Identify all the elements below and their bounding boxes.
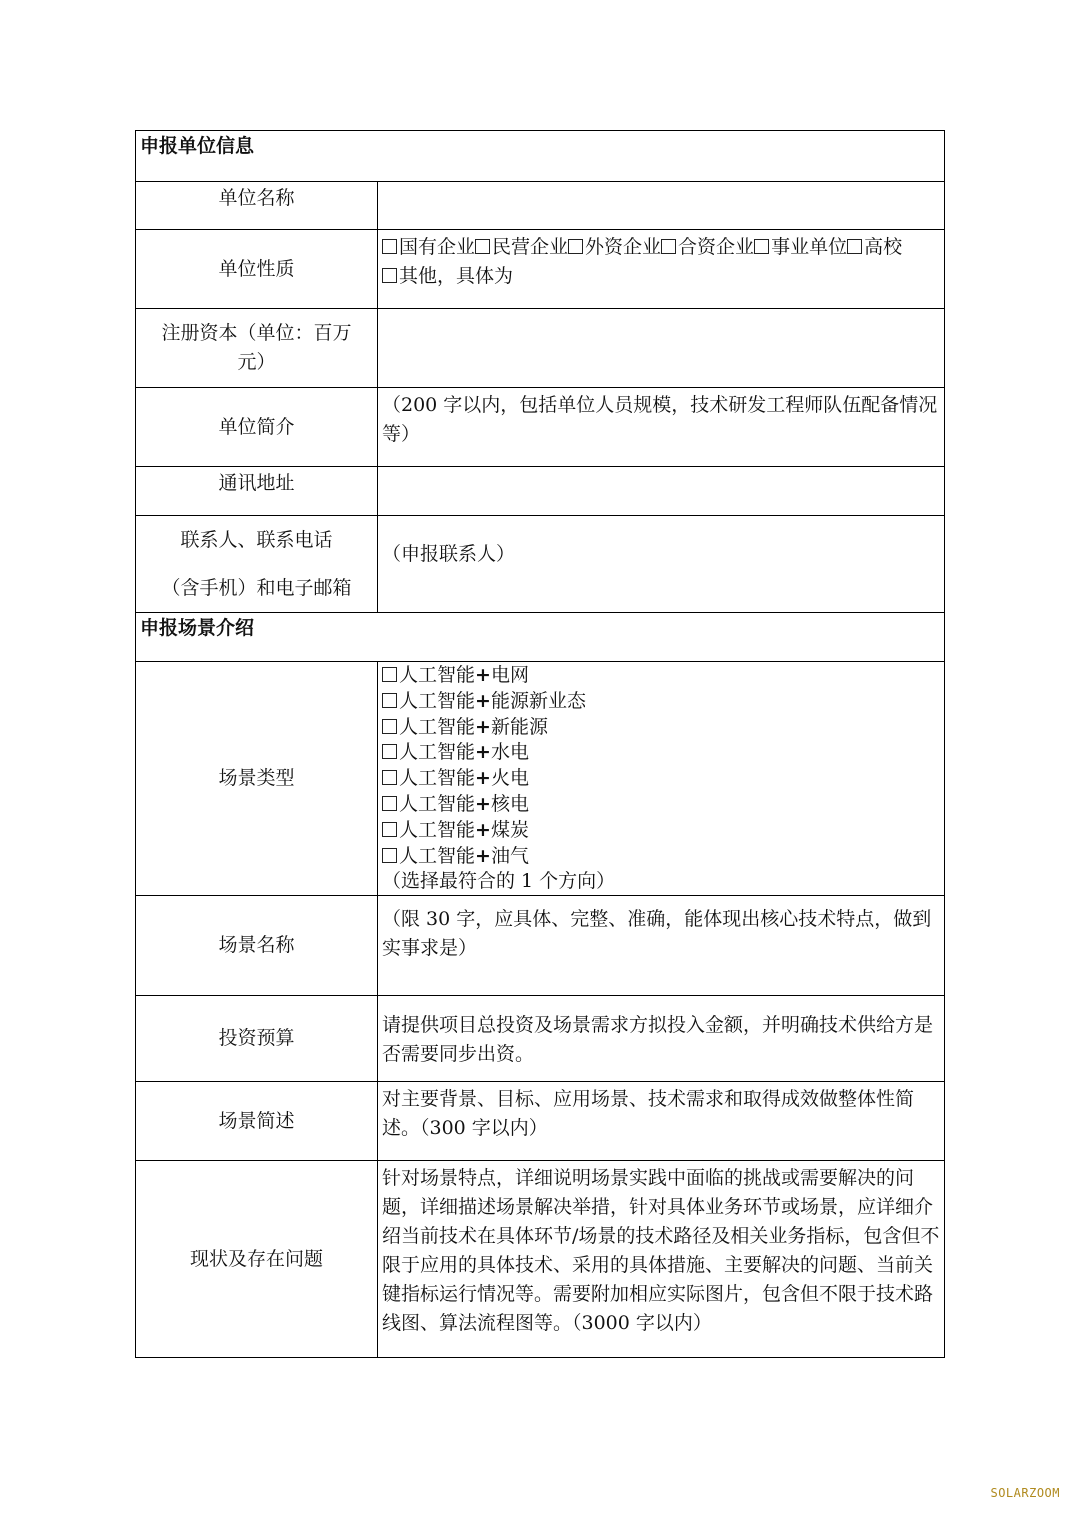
plus-sign: + [475,818,491,841]
unit-intro-field[interactable]: （200 字以内，包括单位人员规模，技术研发工程师队伍配备情况等） [382,394,938,445]
scene-name-field[interactable]: （限 30 字，应具体、完整、准确，能体现出核心技术特点，做到实事求是） [382,908,932,959]
contact-hint: （申报联系人） [382,542,516,565]
contact-label-line1: 联系人、联系电话 [180,529,333,551]
option-label: 火电 [490,767,529,790]
plus-sign: + [475,792,491,815]
plus-sign: + [475,664,491,686]
checkbox-icon[interactable] [382,268,397,283]
field-label: 单位性质 [136,230,378,308]
row-scene-type [136,661,944,895]
field-label: 现状及存在问题 [136,1161,378,1357]
option-label: 外资企业 [585,236,662,258]
field-label: 投资预算 [136,996,378,1081]
scene-type-option[interactable] [382,792,940,818]
nature-option[interactable] [847,236,902,258]
option-prefix: 人工智能 [399,844,476,867]
section-header-unit-info [136,131,944,181]
option-prefix: 人工智能 [399,818,476,841]
unit-nature-options [378,230,944,308]
checkbox-icon[interactable] [382,848,397,863]
scene-type-option[interactable] [382,766,940,792]
checkbox-icon[interactable] [475,239,490,254]
address-field[interactable] [378,467,944,515]
scene-type-option[interactable] [382,689,940,715]
plus-sign: + [475,844,491,867]
option-prefix: 人工智能 [399,664,476,686]
scene-type-options [378,662,944,895]
checkbox-icon[interactable] [847,239,862,254]
section-header-scene-intro [136,612,944,661]
option-prefix: 人工智能 [399,715,476,738]
row-status-problems [136,1160,944,1357]
scene-type-note: （选择最符合的 1 个方向） [382,870,616,893]
option-label: 民营企业 [492,236,569,258]
checkbox-icon[interactable] [661,239,676,254]
plus-sign: + [475,689,491,712]
field-label [136,516,378,612]
application-form-table [135,130,945,1358]
row-scene-name [136,895,944,995]
nature-option[interactable] [475,236,568,258]
scene-type-option[interactable] [382,715,940,741]
option-label: 煤炭 [490,818,529,841]
checkbox-icon[interactable] [382,822,397,837]
option-label: 事业单位 [771,236,848,258]
row-unit-nature [136,229,944,308]
scene-type-option[interactable] [382,844,940,870]
option-prefix: 人工智能 [399,767,476,790]
checkbox-icon[interactable] [754,239,769,254]
scene-type-option[interactable] [382,663,940,689]
checkbox-icon[interactable] [382,719,397,734]
scene-type-option[interactable] [382,740,940,766]
field-label: 场景名称 [136,896,378,995]
option-label: 国有企业 [399,236,476,258]
nature-option[interactable] [754,236,847,258]
nature-option[interactable] [382,236,475,258]
option-label: 电网 [490,664,529,686]
registered-capital-field[interactable] [378,309,944,387]
plus-sign: + [475,741,491,764]
nature-option[interactable] [661,236,754,258]
row-registered-capital [136,308,944,387]
option-label: 能源新业态 [490,689,586,712]
row-contact [136,515,944,612]
option-label: 新能源 [490,715,548,738]
option-prefix: 人工智能 [399,741,476,764]
checkbox-icon[interactable] [382,796,397,811]
field-label: 场景类型 [136,662,378,895]
status-problems-field[interactable]: 针对场景特点，详细说明场景实践中面临的挑战或需要解决的问题，详细描述场景解决举措，针对具体业务环节或场景，应详细介绍当前技术在具体环节/场景的技术路径及相关业务指标，包含但不限于应用的具体技术、采用的具体措施、主要解决的问题、当前关键指标运行情况等。需要附加相应实际图片，包含但不限于技术路线图、算法流程图等。（3000 字以内） [382,1167,940,1334]
checkbox-icon[interactable] [568,239,583,254]
row-budget [136,995,944,1081]
option-label: 核电 [490,792,529,815]
field-label: 单位名称 [136,182,378,229]
row-unit-intro [136,387,944,466]
watermark-logo: SOLARZOOM [990,1486,1060,1500]
checkbox-icon[interactable] [382,239,397,254]
contact-label-line2: （含手机）和电子邮箱 [161,577,352,599]
scene-summary-field[interactable]: 对主要背景、目标、应用场景、技术需求和取得成效做整体性简述。（300 字以内） [382,1088,915,1139]
field-label: 场景简述 [136,1082,378,1160]
option-label: 合资企业 [678,236,755,258]
option-label: 其他，具体为 [399,265,514,287]
contact-field[interactable] [378,516,944,612]
field-label: 通讯地址 [136,467,378,515]
option-prefix: 人工智能 [399,689,476,712]
section-title: 申报单位信息 [140,135,255,157]
checkbox-icon[interactable] [382,693,397,708]
row-address [136,466,944,515]
unit-name-field[interactable] [378,182,944,229]
plus-sign: + [475,767,491,790]
budget-field[interactable]: 请提供项目总投资及场景需求方拟投入金额，并明确技术供给方是否需要同步出资。 [382,1014,934,1065]
checkbox-icon[interactable] [382,667,397,682]
nature-option-other[interactable] [382,265,513,287]
scene-type-option[interactable] [382,818,940,844]
option-label: 高校 [864,236,903,258]
nature-option[interactable] [568,236,661,258]
option-label: 水电 [490,741,529,764]
section-title: 申报场景介绍 [140,617,255,639]
plus-sign: + [475,715,491,738]
row-scene-summary [136,1081,944,1160]
field-label: 单位简介 [136,388,378,466]
option-label: 油气 [490,844,529,867]
field-label: 注册资本（单位：百万元） [136,309,378,387]
option-prefix: 人工智能 [399,792,476,815]
row-unit-name [136,181,944,229]
checkbox-icon[interactable] [382,770,397,785]
checkbox-icon[interactable] [382,744,397,759]
